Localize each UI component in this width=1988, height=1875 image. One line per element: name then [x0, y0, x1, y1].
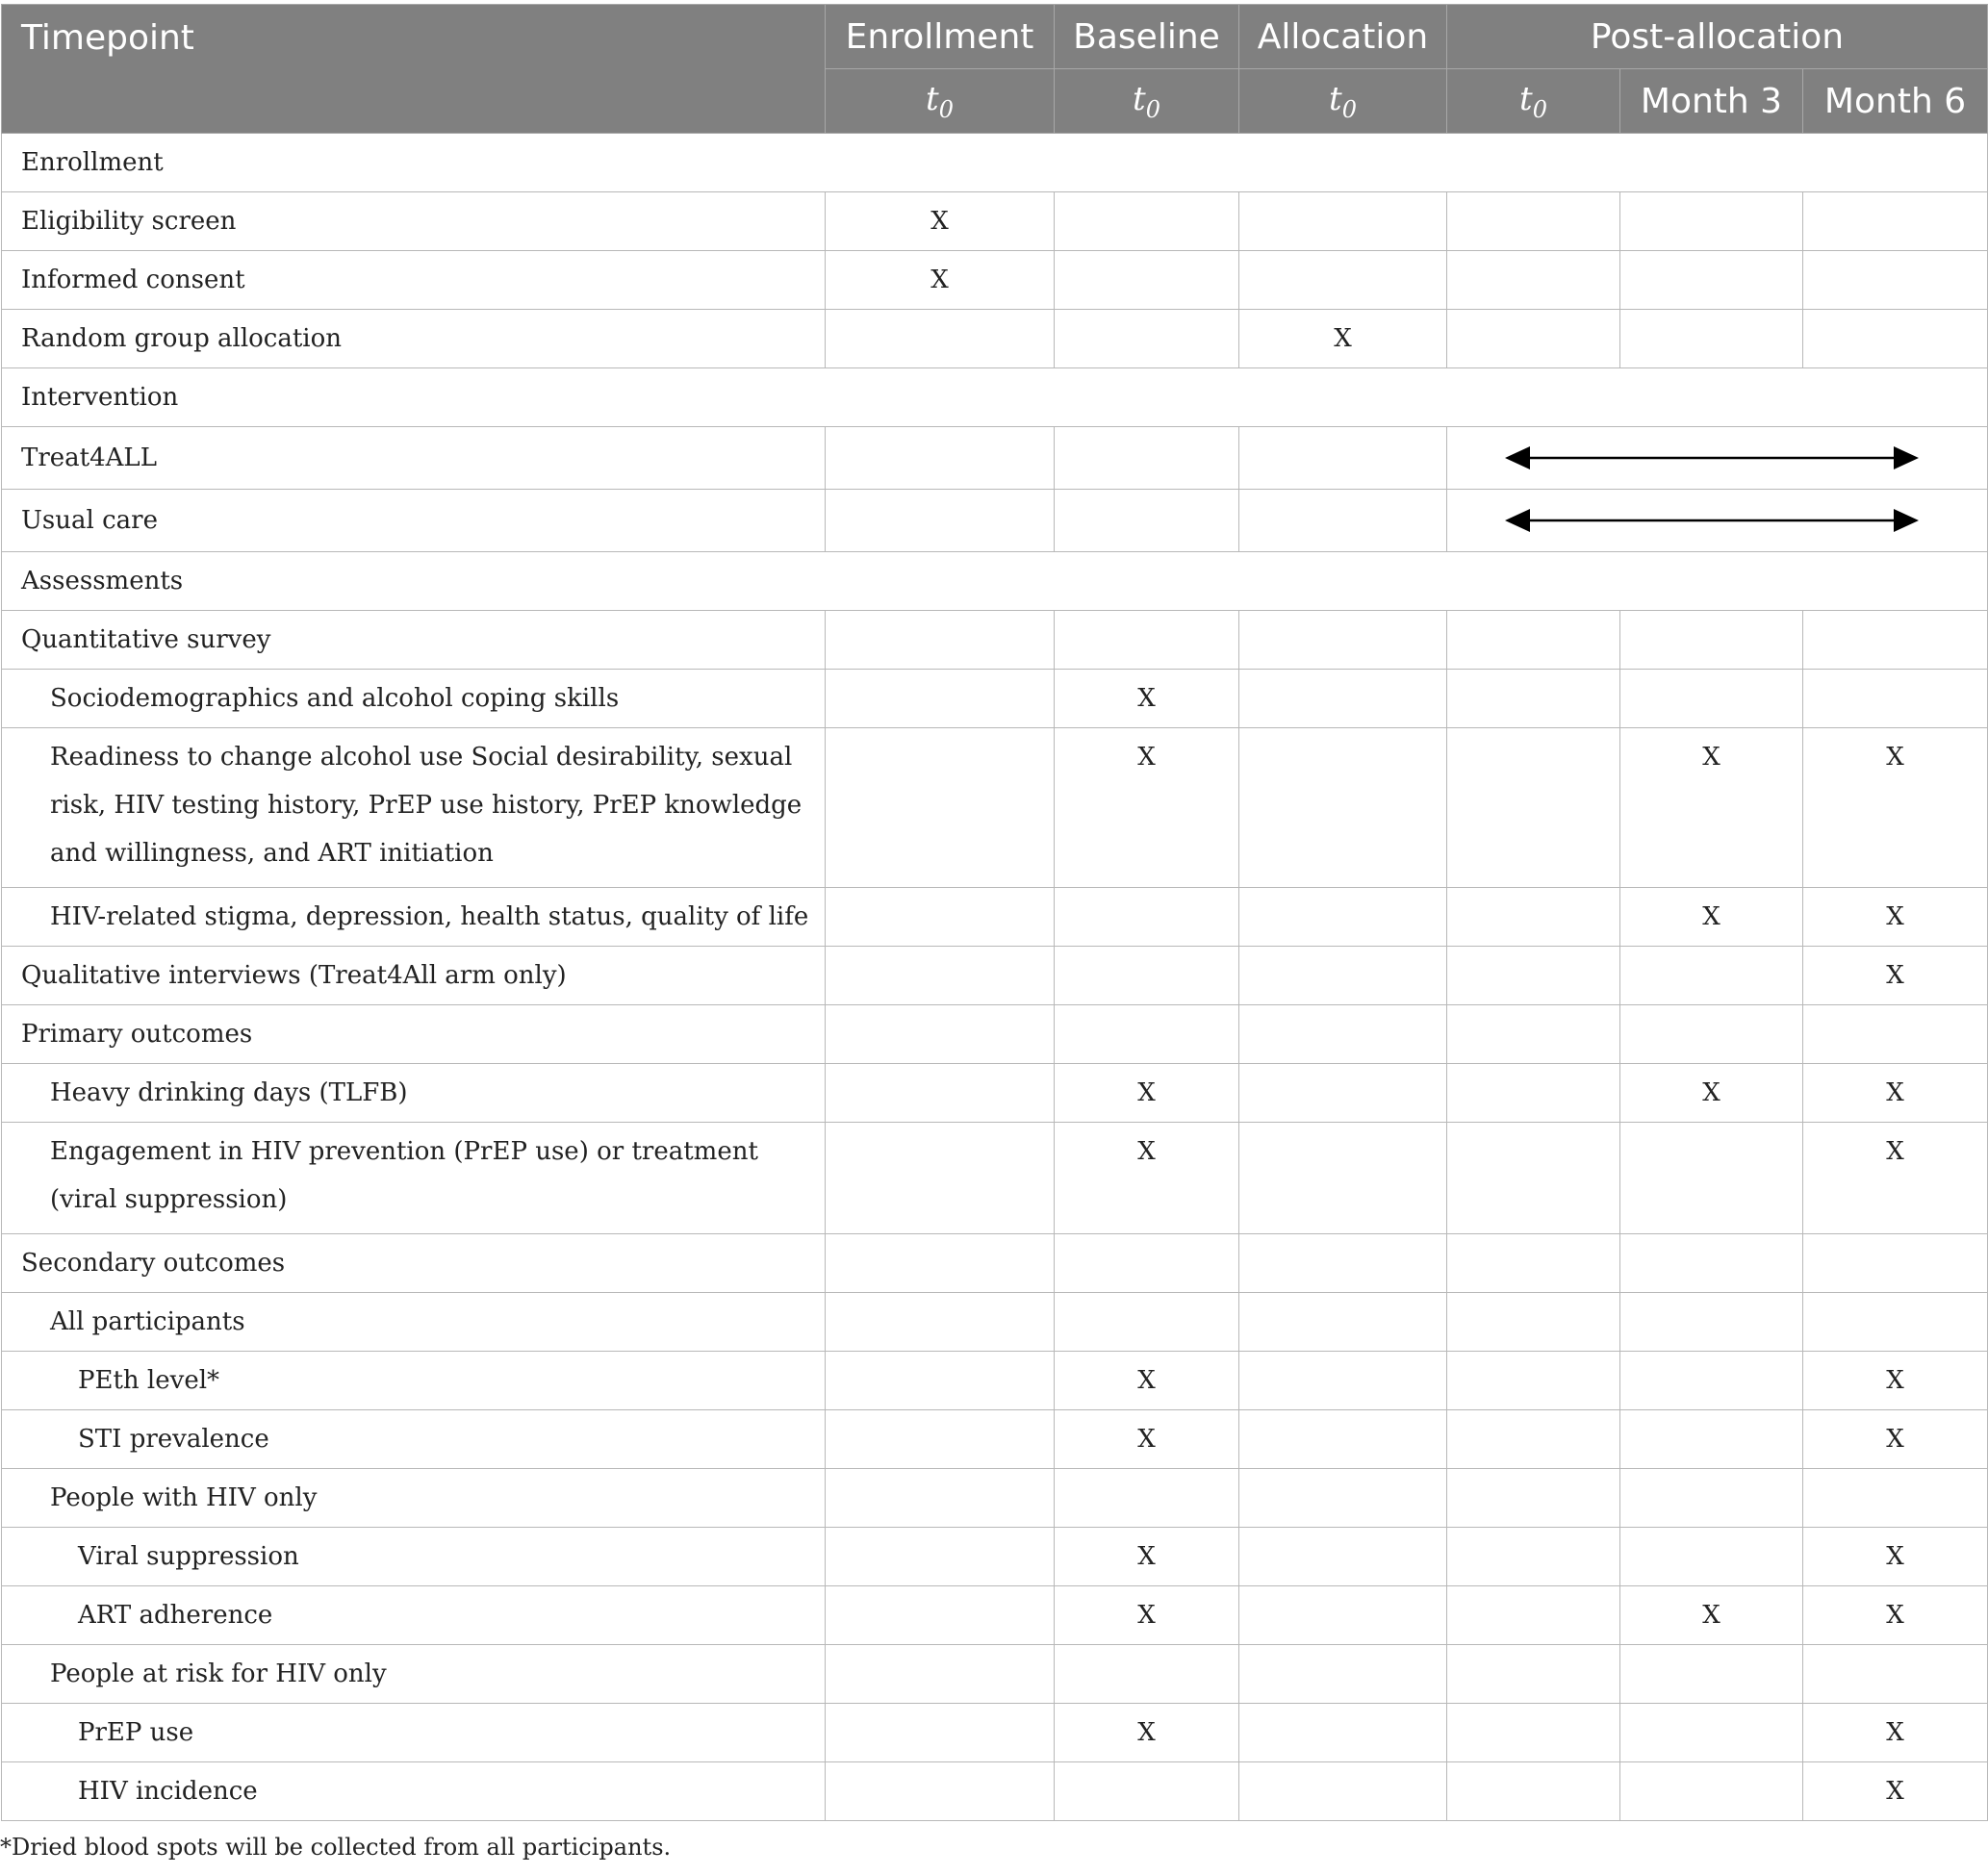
header-enrollment: Enrollment	[826, 5, 1055, 69]
row-label: Random group allocation	[2, 310, 826, 368]
mark-month-6: X	[1803, 1123, 1988, 1234]
row-label: Engagement in HIV prevention (PrEP use) or treatment (viral suppression)	[2, 1123, 826, 1234]
row-label: STI prevalence	[2, 1410, 826, 1469]
header-timepoint: Timepoint	[2, 5, 826, 134]
row-label: People with HIV only	[2, 1469, 826, 1528]
table-row	[2, 1064, 1988, 1123]
section-assessments: Assessments	[2, 552, 1988, 611]
table-row	[2, 670, 1988, 728]
mark-month-6: X	[1803, 1064, 1988, 1123]
mark-month-6: X	[1803, 1410, 1988, 1469]
row-label: Readiness to change alcohol use Social desirability, sexual risk, HIV testing history, PrEP use history, PrEP knowledge and willingness, and ART initiation	[2, 728, 826, 888]
row-label: Heavy drinking days (TLFB)	[2, 1064, 826, 1123]
mark-month-6: X	[1803, 728, 1988, 888]
row-label: Eligibility screen	[2, 192, 826, 251]
table-row	[2, 1704, 1988, 1762]
row-label: ART adherence	[2, 1586, 826, 1645]
table-row	[2, 490, 1988, 552]
mark-month-3: X	[1620, 1586, 1803, 1645]
mark-baseline: X	[1055, 1704, 1239, 1762]
table-row	[2, 427, 1988, 490]
section-intervention: Intervention	[2, 368, 1988, 427]
table-row	[2, 1005, 1988, 1064]
mark-month-6: X	[1803, 888, 1988, 947]
row-label: Usual care	[2, 490, 826, 552]
table-row	[2, 1762, 1988, 1821]
table-row	[2, 134, 1988, 192]
table-row	[2, 1234, 1988, 1293]
mark-month-6: X	[1803, 1762, 1988, 1821]
header-row-groups	[2, 5, 1988, 69]
mark-baseline: X	[1055, 1528, 1239, 1586]
header-month-6: Month 6	[1803, 69, 1988, 134]
section-enrollment: Enrollment	[2, 134, 1988, 192]
table-row	[2, 368, 1988, 427]
header-time-post-allocation: $t_0$	[1447, 69, 1620, 134]
duration-arrow	[1447, 427, 1988, 490]
row-label: Quantitative survey	[2, 611, 826, 670]
header-time-allocation: $t_0$	[1239, 69, 1447, 134]
mark-month-3: X	[1620, 888, 1803, 947]
header-time-baseline: $t_0$	[1055, 69, 1239, 134]
table-row	[2, 888, 1988, 947]
header-post-allocation: Post-allocation	[1447, 5, 1988, 69]
mark-baseline: X	[1055, 1064, 1239, 1123]
table-footnote: *Dried blood spots will be collected from all participants.	[0, 1834, 672, 1861]
row-label: PrEP use	[2, 1704, 826, 1762]
table-row	[2, 1645, 1988, 1704]
row-label: HIV-related stigma, depression, health status, quality of life	[2, 888, 826, 947]
header-allocation: Allocation	[1239, 5, 1447, 69]
table-row	[2, 1352, 1988, 1410]
schedule-table-container	[0, 4, 1988, 1821]
mark-baseline: X	[1055, 728, 1239, 888]
table-row	[2, 192, 1988, 251]
double-arrow-icon	[1505, 507, 1919, 534]
row-label: HIV incidence	[2, 1762, 826, 1821]
mark-month-3: X	[1620, 1064, 1803, 1123]
duration-arrow	[1447, 490, 1988, 552]
table-row	[2, 728, 1988, 888]
row-label: Viral suppression	[2, 1528, 826, 1586]
row-label: Sociodemographics and alcohol coping skills	[2, 670, 826, 728]
table-row	[2, 1586, 1988, 1645]
row-label: Secondary outcomes	[2, 1234, 826, 1293]
mark-baseline: X	[1055, 1410, 1239, 1469]
row-label: All participants	[2, 1293, 826, 1352]
header-time-enrollment: $t_0$	[826, 69, 1055, 134]
row-label: Qualitative interviews (Treat4All arm only)	[2, 947, 826, 1005]
table-row	[2, 1410, 1988, 1469]
double-arrow-icon	[1505, 444, 1919, 471]
mark-baseline: X	[1055, 1123, 1239, 1234]
mark-month-6: X	[1803, 1528, 1988, 1586]
mark-enrollment: X	[826, 192, 1055, 251]
mark-month-6: X	[1803, 947, 1988, 1005]
table-row	[2, 552, 1988, 611]
mark-baseline: X	[1055, 670, 1239, 728]
mark-enrollment: X	[826, 251, 1055, 310]
header-month-3: Month 3	[1620, 69, 1803, 134]
mark-month-6: X	[1803, 1586, 1988, 1645]
mark-baseline: X	[1055, 1586, 1239, 1645]
mark-month-6: X	[1803, 1704, 1988, 1762]
table-row	[2, 251, 1988, 310]
row-label: Treat4ALL	[2, 427, 826, 490]
table-row	[2, 947, 1988, 1005]
mark-allocation: X	[1239, 310, 1447, 368]
row-label: Primary outcomes	[2, 1005, 826, 1064]
table-row	[2, 1123, 1988, 1234]
table-row	[2, 1528, 1988, 1586]
table-row	[2, 1293, 1988, 1352]
table-row	[2, 310, 1988, 368]
row-label: PEth level*	[2, 1352, 826, 1410]
mark-month-3: X	[1620, 728, 1803, 888]
row-label: People at risk for HIV only	[2, 1645, 826, 1704]
header-baseline: Baseline	[1055, 5, 1239, 69]
table-row	[2, 1469, 1988, 1528]
schedule-of-enrollment-table	[1, 4, 1988, 1821]
table-row	[2, 611, 1988, 670]
mark-baseline: X	[1055, 1352, 1239, 1410]
mark-month-6: X	[1803, 1352, 1988, 1410]
row-label: Informed consent	[2, 251, 826, 310]
